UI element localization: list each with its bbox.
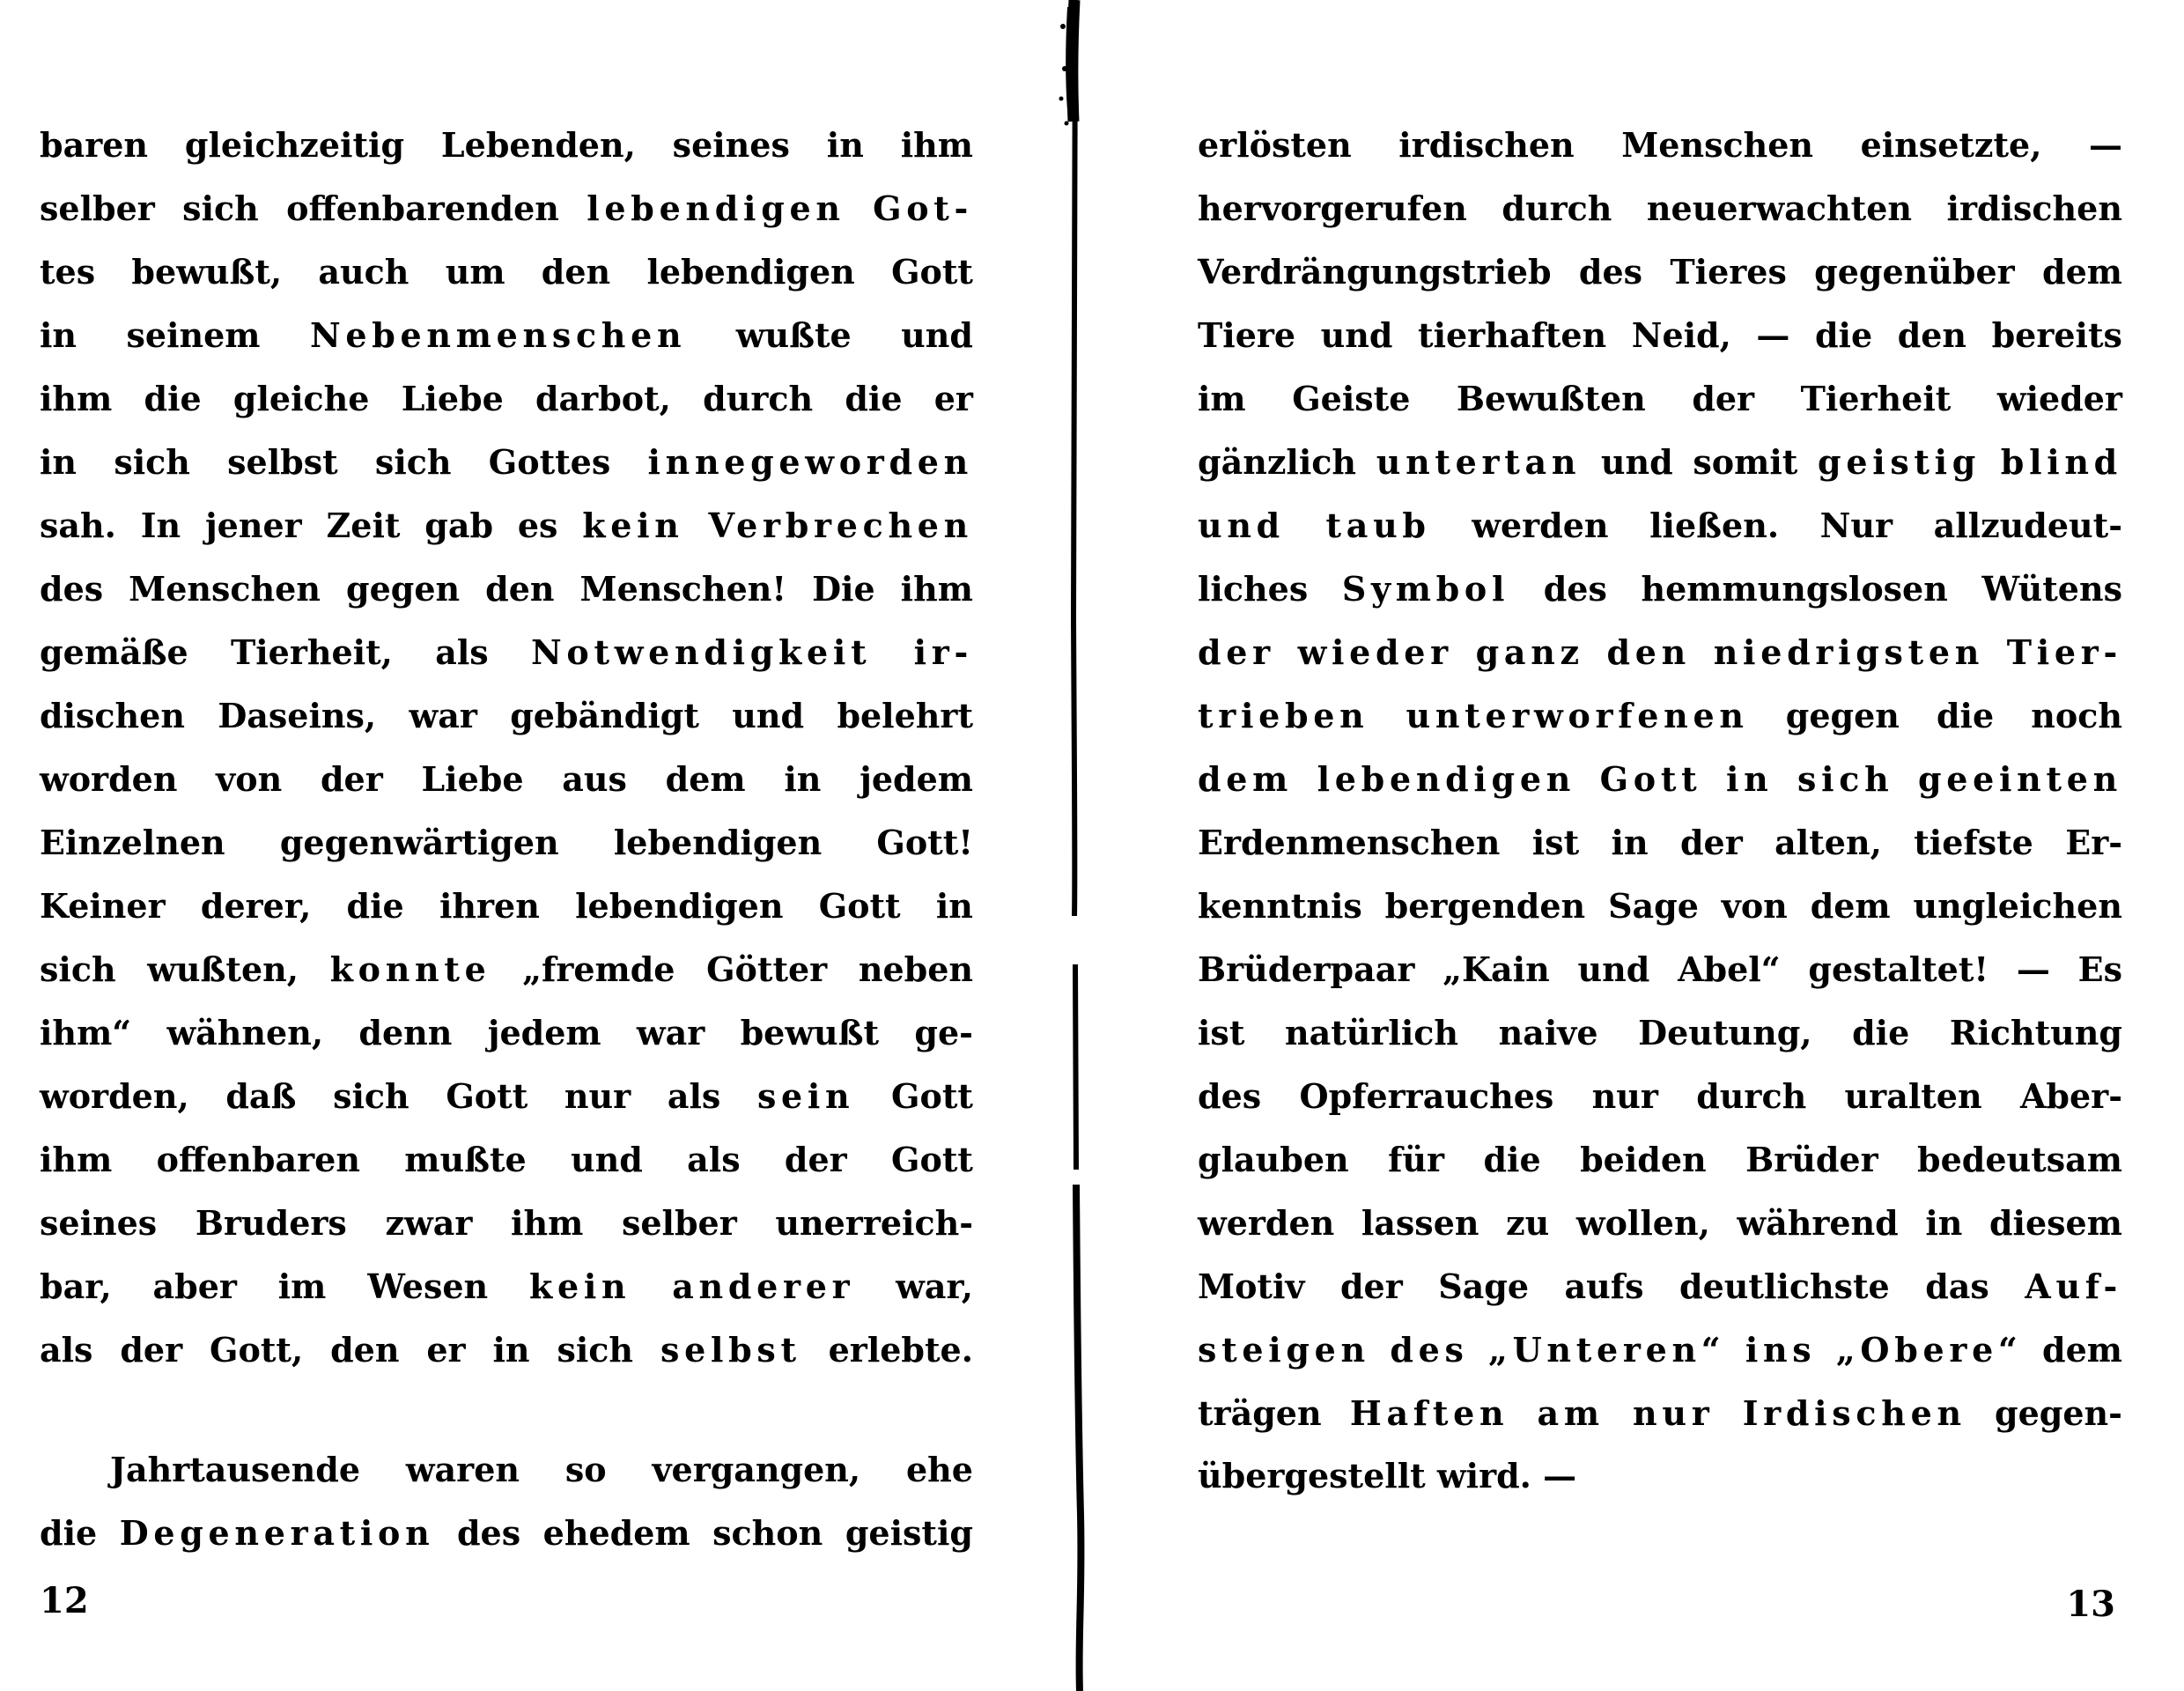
text-line: trieben unterworfenen gegen die noch xyxy=(1198,695,2122,735)
text-line: des Menschen gegen den Menschen! Die ihm xyxy=(40,568,973,609)
text-line: Keiner derer, die ihren lebendigen Gott in xyxy=(40,885,973,926)
text-line: Jahrtausende waren so vergangen, ehe xyxy=(110,1449,973,1489)
text-line: und taub werden ließen. Nur allzudeut- xyxy=(1198,505,2122,545)
text-line: Erdenmenschen ist in der alten, tiefste Er- xyxy=(1198,822,2122,862)
text-line: selber sich offenbarenden lebendigen Got- xyxy=(40,188,973,228)
page-fold-line xyxy=(1048,0,1101,1691)
text-line: als der Gott, den er in sich selbst erlebte. xyxy=(40,1329,973,1370)
text-line: die Degeneration des ehedem schon geistig xyxy=(40,1512,973,1553)
text-line: ist natürlich naive Deutung, die Richtung xyxy=(1198,1012,2122,1052)
text-line: dem lebendigen Gott in sich geeinten xyxy=(1198,758,2122,799)
text-line: kenntnis bergenden Sage von dem ungleichen xyxy=(1198,885,2122,926)
text-line: Brüderpaar „Kain und Abel“ gestaltet! — Es xyxy=(1198,949,2122,989)
text-line: Einzelnen gegenwärtigen lebendigen Gott! xyxy=(40,822,973,862)
text-line: glauben für die beiden Brüder bedeutsam xyxy=(1198,1139,2122,1179)
text-line: tes bewußt, auch um den lebendigen Gott xyxy=(40,251,973,292)
text-line: trägen Haften am nur Irdischen gegen- xyxy=(1198,1392,2122,1433)
text-line: der wieder ganz den niedrigsten Tier- xyxy=(1198,631,2122,672)
text-line: des Opferrauches nur durch uralten Aber- xyxy=(1198,1075,2122,1116)
text-line: sich wußten, konnte „fremde Götter neben xyxy=(40,949,973,989)
text-line: ihm offenbaren mußte und als der Gott xyxy=(40,1139,973,1179)
text-line: worden von der Liebe aus dem in jedem xyxy=(40,758,973,799)
text-line: im Geiste Bewußten der Tierheit wieder xyxy=(1198,378,2122,418)
text-line: ihm die gleiche Liebe darbot, durch die er xyxy=(40,378,973,418)
text-line: baren gleichzeitig Lebenden, seines in ihm xyxy=(40,124,973,165)
text-line: worden, daß sich Gott nur als sein Gott xyxy=(40,1075,973,1116)
text-line: gänzlich untertan und somit geistig blind xyxy=(1198,441,2122,482)
text-line: Tiere und tierhaften Neid, — die den bereits xyxy=(1198,314,2122,355)
text-line: ihm“ wähnen, denn jedem war bewußt ge- xyxy=(40,1012,973,1052)
text-line: Verdrängungstrieb des Tieres gegenüber dem xyxy=(1198,251,2122,292)
text-line: hervorgerufen durch neuerwachten irdischen xyxy=(1198,188,2122,228)
text-line: übergestellt wird. — xyxy=(1198,1456,1577,1495)
left-page-number: 12 xyxy=(40,1580,89,1621)
text-line: in sich selbst sich Gottes innegeworden xyxy=(40,441,973,482)
text-line: liches Symbol des hemmungslosen Wütens xyxy=(1198,568,2122,609)
right-page-text xyxy=(1198,113,2122,1508)
text-line: sah. In jener Zeit gab es kein Verbrechen xyxy=(40,505,973,545)
text-line: dischen Daseins, war gebändigt und belehrt xyxy=(40,695,973,735)
text-line: erlösten irdischen Menschen einsetzte, — xyxy=(1198,124,2122,165)
text-line: in seinem Nebenmenschen wußte und xyxy=(40,314,973,355)
right-page-number: 13 xyxy=(2066,1584,2115,1625)
text-line: steigen des „Unteren“ ins „Obere“ dem xyxy=(1198,1329,2122,1370)
text-line: Motiv der Sage aufs deutlichste das Auf- xyxy=(1198,1266,2122,1306)
left-page-text xyxy=(40,113,973,1564)
text-line: seines Bruders zwar ihm selber unerreich- xyxy=(40,1202,973,1243)
text-line: gemäße Tierheit, als Notwendigkeit ir- xyxy=(40,631,973,672)
text-line: bar, aber im Wesen kein anderer war, xyxy=(40,1266,973,1306)
text-line: werden lassen zu wollen, während in diesem xyxy=(1198,1202,2122,1243)
